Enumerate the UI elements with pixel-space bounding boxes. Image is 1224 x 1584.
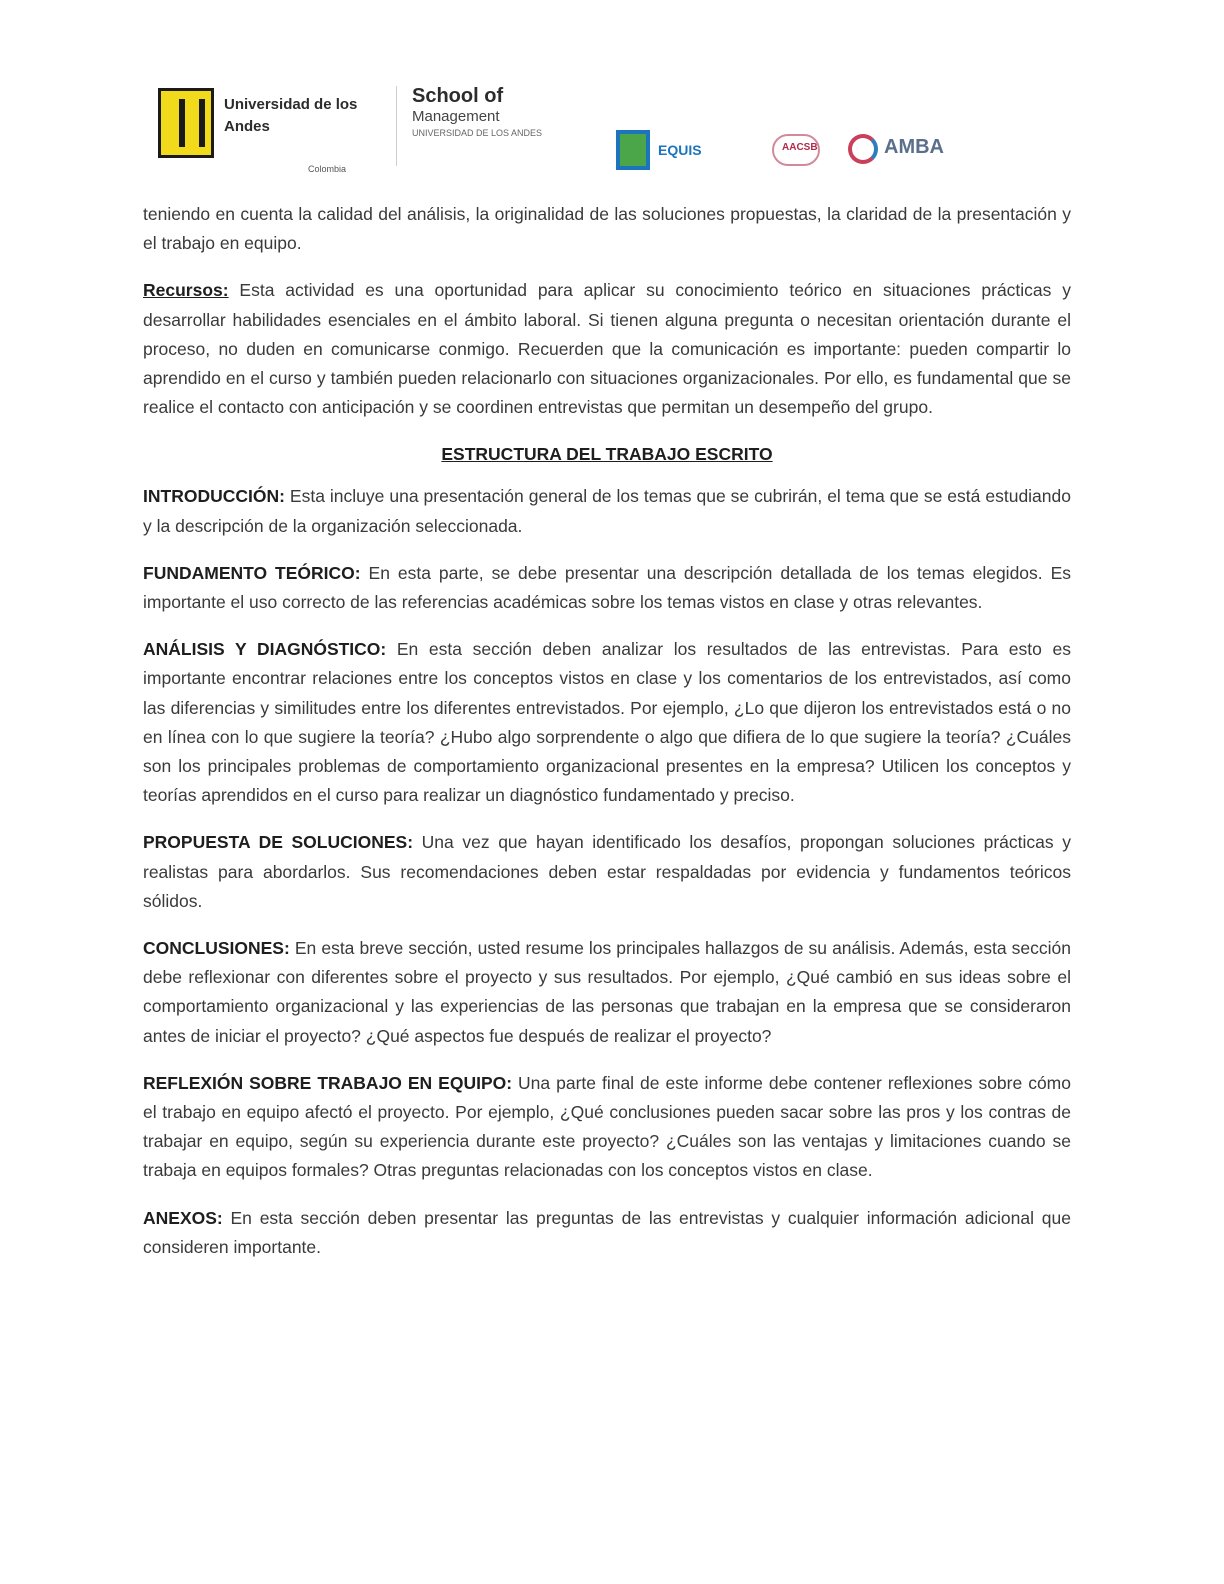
recursos-paragraph xyxy=(143,276,1071,422)
section-lead: ANÁLISIS Y DIAGNÓSTICO: xyxy=(143,639,387,660)
section-conclusiones xyxy=(143,934,1071,1051)
section-introduccion xyxy=(143,482,1071,540)
equis-accreditation-logo xyxy=(616,126,736,176)
document-body xyxy=(143,200,1071,1280)
aacsb-accreditation-logo xyxy=(764,126,828,176)
section-text: En esta sección deben analizar los resultados de las entrevistas. Para esto es importante encontrar relaciones entre los conceptos vistos en clase y los comentarios de los entrevistados, así como las diferencias y similitudes entre los diferentes entrevistados. Por ejemplo, ¿Lo que dijeron los entrevistados está o no en línea con lo que sugiere la teoría? ¿Hubo algo sorprendente o algo que difiera de lo que sugiere la teoría? ¿Cuáles son los principales problemas de comportamiento organizacional presentes en la empresa? Utilicen los conceptos y teorías aprendidos en el curso para realizar un diagnóstico fundamentado y preciso. xyxy=(143,639,1071,806)
university-city: Colombia xyxy=(308,164,347,174)
header-divider xyxy=(396,86,397,166)
section-text: Una vez que hayan identificado los desafíos, propongan soluciones prácticas y realistas para abordarlos. Sus recomendaciones deben estar respaldadas por evidencia y fundamentos teóricos sólidos. xyxy=(143,832,1072,911)
university-logo xyxy=(158,88,376,180)
school-of-management-logo xyxy=(412,84,582,138)
section-reflexion-equipo xyxy=(143,1069,1071,1186)
section-lead: ANEXOS: xyxy=(143,1207,223,1228)
section-anexos xyxy=(143,1204,1071,1262)
section-text: En esta breve sección, usted resume los principales hallazgos de su análisis. Además, esta sección debe reflexionar con diferentes sobre el proyecto y sus resultados. Por ejemplo, ¿Qué cambió en sus ideas sobre el comportamiento organizacional y las experiencias de las personas que trabajan en la empresa que se consideraron antes de iniciar el proyecto? ¿Qué aspectos fue después de realizar el proyecto? xyxy=(143,938,1071,1046)
intro-paragraph: teniendo en cuenta la calidad del análisis, la originalidad de las soluciones propuestas, la claridad de la presentación y el trabajo en equipo. xyxy=(143,204,1071,254)
section-text: Una parte final de este informe debe contener reflexiones sobre cómo el trabajo en equipo afectó el proyecto. Por ejemplo, ¿Qué conclusiones pueden sacar sobre las pros y los contras de trabajar en equipo, según su experiencia durante este proyecto? ¿Cuáles son las ventajas y limitaciones cuando se trabaja en equipos formales? Otras preguntas relacionadas con los conceptos vistos en clase. xyxy=(143,1072,1071,1181)
amba-icon xyxy=(848,134,878,164)
section-lead: INTRODUCCIÓN: xyxy=(143,486,285,507)
section-lead: PROPUESTA DE SOLUCIONES: xyxy=(143,832,414,853)
section-text: Esta incluye una presentación general de los temas que se cubrirán, el tema que se está estudiando y la descripción de la organización seleccionada. xyxy=(143,486,1071,536)
school-subtitle: Management xyxy=(412,108,500,125)
equis-label: EQUIS xyxy=(658,142,702,158)
section-lead: FUNDAMENTO TEÓRICO: xyxy=(143,562,361,583)
amba-accreditation-logo xyxy=(848,126,978,176)
amba-label: AMBA xyxy=(884,136,944,158)
section-heading-text: ESTRUCTURA DEL TRABAJO ESCRITO xyxy=(441,444,773,465)
aacsb-label: AACSB xyxy=(782,142,818,153)
section-analisis-diagnostico xyxy=(143,635,1071,810)
section-propuesta-soluciones xyxy=(143,828,1071,916)
recursos-text: Esta actividad es una oportunidad para aplicar su conocimiento teórico en situaciones prácticas y desarrollar habilidades esenciales en el ámbito laboral. Si tienen alguna pregunta o necesitan orientación durante el proceso, no duden en comunicarse conmigo. Recuerden que la comunicación es importante: pueden compartir lo aprendido en el curso y también pueden relacionarlo con situaciones organizacionales. Por ello, es fundamental que se realice el contacto con anticipación y se coordinen entrevistas que permitan un desempeño del grupo. xyxy=(143,280,1071,418)
section-lead: REFLEXIÓN SOBRE TRABAJO EN EQUIPO: xyxy=(143,1072,513,1093)
university-name: Universidad de los Andes xyxy=(224,96,358,135)
university-shield-icon xyxy=(158,88,214,158)
school-small-text: UNIVERSIDAD DE LOS ANDES xyxy=(412,128,543,138)
section-text: En esta sección deben presentar las preguntas de las entrevistas y cualquier información adicional que consideren importante. xyxy=(143,1207,1071,1257)
page-header xyxy=(158,84,978,184)
section-text: En esta parte, se debe presentar una descripción detallada de los temas elegidos. Es importante el uso correcto de las referencias académicas sobre los temas vistos en clase y otras relevantes. xyxy=(143,562,1072,613)
school-title: School of xyxy=(412,85,504,107)
recursos-lead: Recursos: xyxy=(143,280,229,301)
equis-icon xyxy=(616,130,650,170)
section-lead: CONCLUSIONES: xyxy=(143,938,290,959)
section-heading xyxy=(143,440,1071,468)
section-fundamento-teorico xyxy=(143,559,1071,617)
